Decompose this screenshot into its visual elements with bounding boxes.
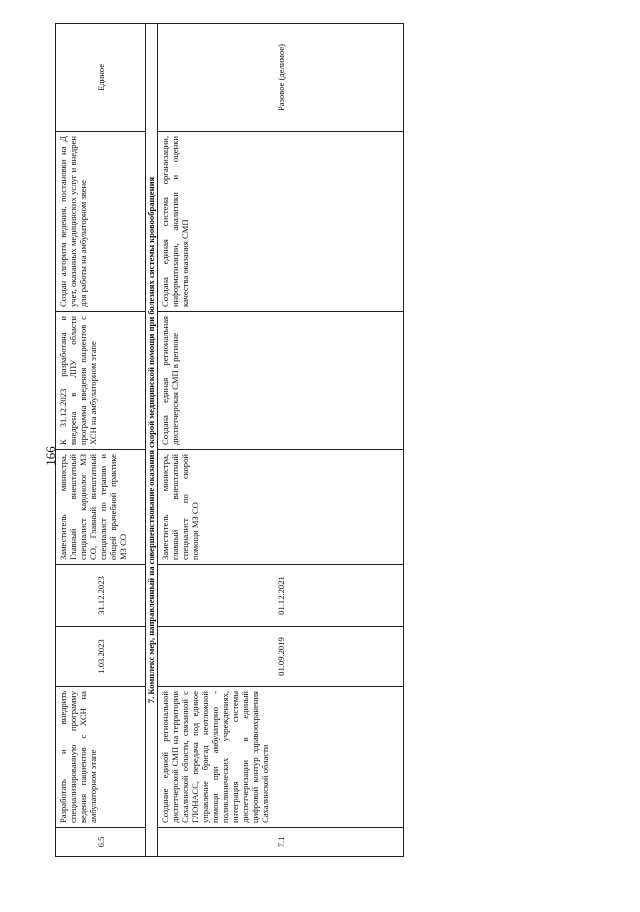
responsible: Заместитель министра, главный внештатный специалист по скорой помощи МЗ СО (158, 450, 404, 565)
start-date: 01.09.2019 (158, 627, 404, 687)
row-number: 6.5 (56, 828, 146, 857)
indicator: Создана единая система организации, информатизации, аналитики и оценки качества оказания СМП (158, 132, 404, 312)
end-date: 01.12.2021 (158, 565, 404, 627)
measure-name: Разработать и внедрить специализированную программу ведения пациентов с ХСН на амбулаторном этапе (56, 687, 146, 828)
table-row (56, 24, 146, 857)
start-date: 1.03.2023 (56, 627, 146, 687)
indicator: Создан алгоритм ведения, постановки на Д учет, оказанных медицинских услуг и внедрен для работы на амбулаторном звене (56, 132, 146, 312)
section-title: 7. Комплекс мер, направленный на совершенствование оказания скорой медицинской помощи при болезнях системы кровообращения (146, 24, 158, 857)
responsible: Заместитель министра, Главный внештатный специалист кардиолог МЗ СО, Главный внештатный специалист по терапии и общей врачебной практике МЗ СО (56, 450, 146, 565)
measures-table (55, 23, 404, 857)
page-number: 166 (43, 446, 58, 466)
measure-type: Разовое (делимое) (158, 24, 404, 132)
measure-type: Единое (56, 24, 146, 132)
result: Создана единая региональная диспетчерская СМП в регионе (158, 312, 404, 450)
end-date: 31.12.2023 (56, 565, 146, 627)
measure-name: Создание единой региональной диспетчерской СМП на территории Сахалинской области, связанной с ГЛОНАСС, передача под единое управление бригад неотложной помощи при амбулаторно - поликлинических учреждениях, интеграция системы диспетчеризации в единый цифровой контур здравоохранения Сахалинской области (158, 687, 404, 828)
section-header-row (146, 24, 158, 857)
table-row (158, 24, 404, 857)
result: К 31.12.2023 разработана и внедрена в ЛПУ области программа введения пациентов с ХСН на амбулаторном этапе (56, 312, 146, 450)
rotated-table-container (55, 24, 403, 857)
row-number: 7.1 (158, 828, 404, 857)
